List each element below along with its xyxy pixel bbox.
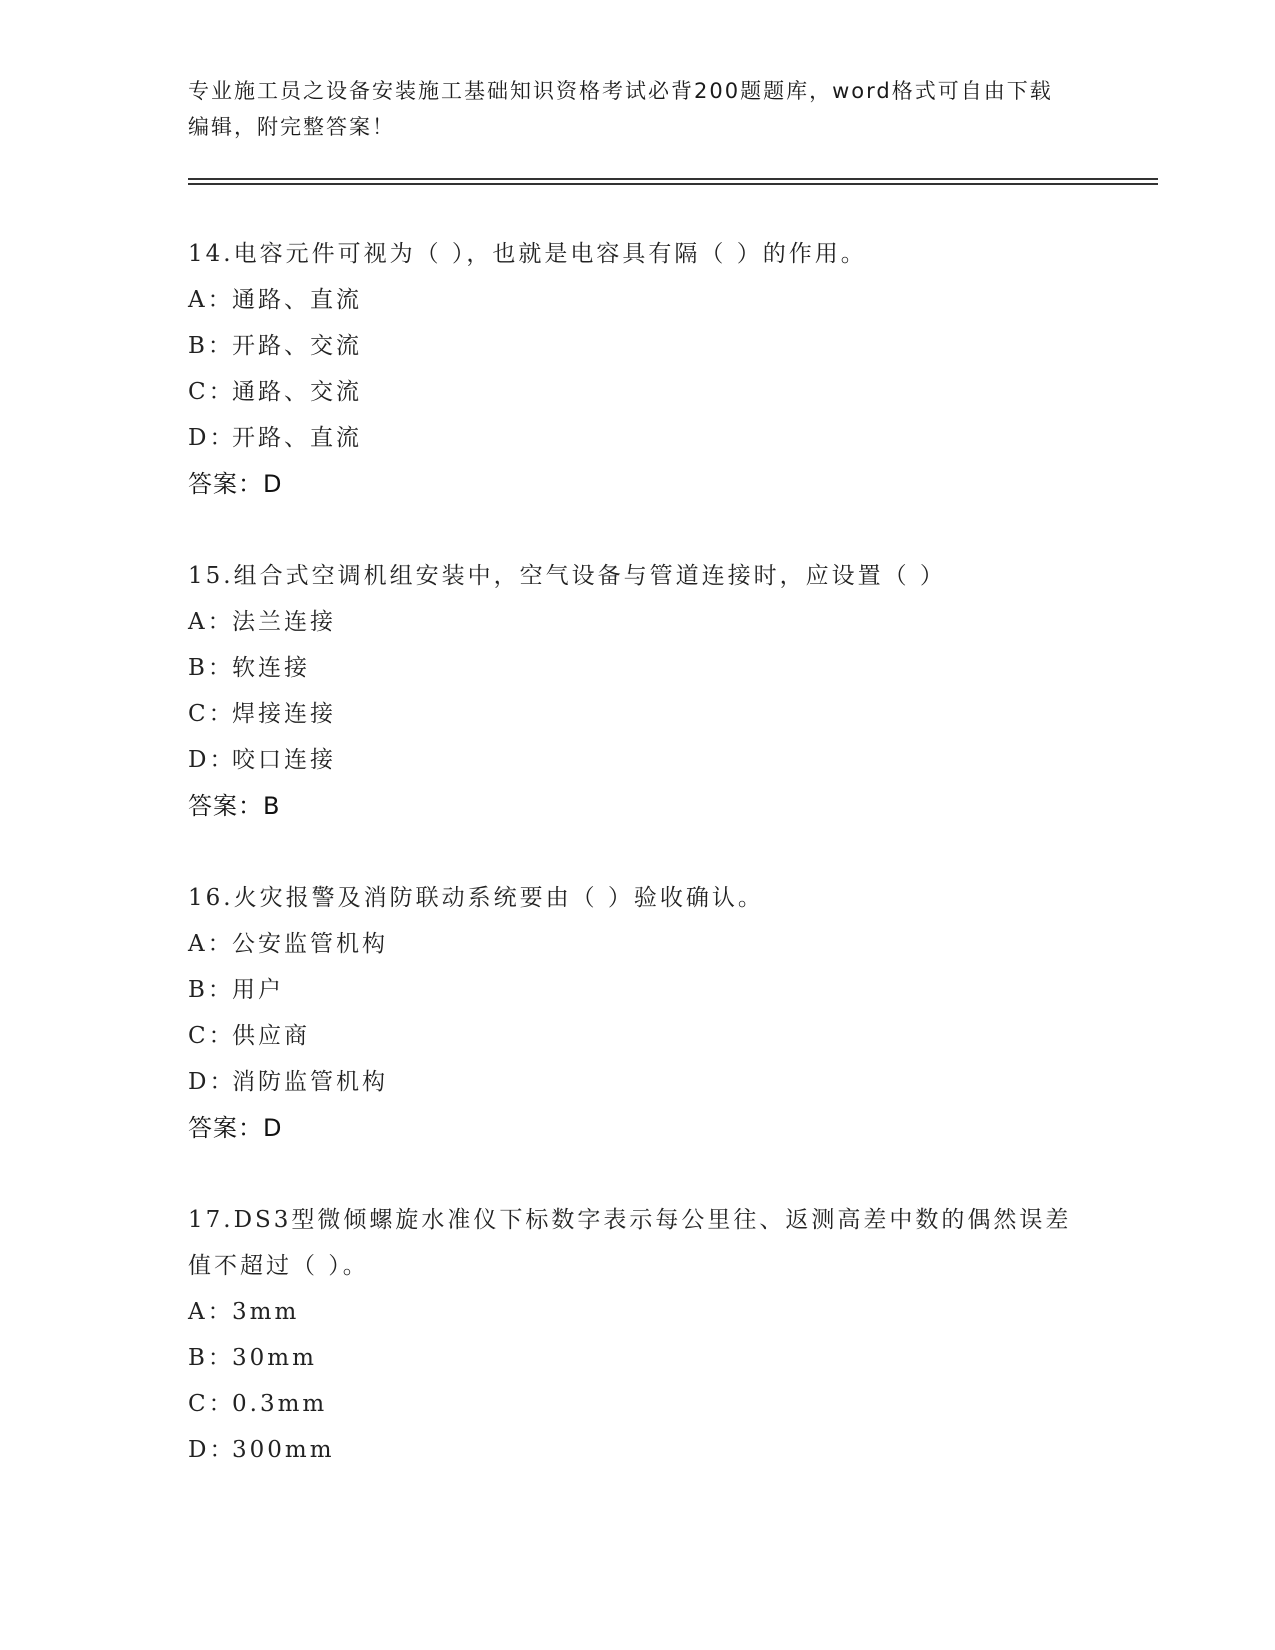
option-text: 开路、交流 (232, 333, 362, 359)
option-text: 法兰连接 (232, 609, 336, 635)
option-text: 开路、直流 (232, 425, 362, 451)
option-text: 用户 (232, 977, 284, 1003)
answer-line: 答案：B (188, 792, 281, 820)
option-b (188, 645, 1088, 691)
option-key: A： (188, 287, 234, 313)
option-text: 通路、交流 (232, 379, 362, 405)
answer-line: 答案：D (188, 470, 283, 498)
option-key: C： (188, 1023, 235, 1049)
option-d (188, 1059, 1088, 1105)
option-text: 公安监管机构 (232, 931, 388, 957)
option-text: 通路、直流 (232, 287, 362, 313)
option-text: 0.3mm (232, 1391, 328, 1417)
option-key: B： (188, 1345, 234, 1371)
option-b (188, 1335, 1088, 1381)
option-c (188, 1013, 1088, 1059)
option-b (188, 323, 1088, 369)
option-text: 软连接 (232, 655, 310, 681)
answer-line: 答案：D (188, 1114, 283, 1142)
option-a (188, 277, 1088, 323)
question-stem: 15.组合式空调机组安装中，空气设备与管道连接时，应设置（ ） (188, 563, 946, 589)
option-key: A： (188, 1299, 234, 1325)
question-stem: 14.电容元件可视为（ ），也就是电容具有隔（ ）的作用。 (188, 241, 867, 267)
question-17 (188, 1197, 1088, 1473)
option-key: D： (188, 1437, 236, 1463)
option-key: D： (188, 1069, 236, 1095)
option-text: 焊接连接 (232, 701, 336, 727)
document-header: 专业施工员之设备安装施工基础知识资格考试必背200题题库，word格式可自由下载编辑，附完整答案！ (188, 79, 1053, 139)
header-divider-top (188, 178, 1158, 180)
option-a (188, 599, 1088, 645)
option-c (188, 1381, 1088, 1427)
option-c (188, 691, 1088, 737)
question-stem: 17.DS3型微倾螺旋水准仪下标数字表示每公里往、返测高差中数的偶然误差值不超过（ ）。 (188, 1207, 1072, 1279)
option-text: 300mm (232, 1437, 335, 1463)
option-key: A： (188, 609, 234, 635)
option-key: B： (188, 333, 234, 359)
question-16 (188, 875, 1088, 1151)
question-stem: 16.火灾报警及消防联动系统要由（ ）验收确认。 (188, 885, 764, 911)
option-text: 消防监管机构 (232, 1069, 388, 1095)
option-b (188, 967, 1088, 1013)
question-14 (188, 231, 1088, 507)
header-divider-bottom (188, 183, 1158, 185)
option-key: C： (188, 379, 235, 405)
option-a (188, 1289, 1088, 1335)
option-d (188, 1427, 1088, 1473)
option-key: D： (188, 425, 236, 451)
option-text: 3mm (232, 1299, 300, 1325)
option-c (188, 369, 1088, 415)
option-d (188, 415, 1088, 461)
option-d (188, 737, 1088, 783)
option-text: 供应商 (232, 1023, 310, 1049)
option-text: 咬口连接 (232, 747, 336, 773)
option-key: B： (188, 977, 234, 1003)
option-a (188, 921, 1088, 967)
option-key: B： (188, 655, 234, 681)
option-text: 30mm (232, 1345, 317, 1371)
option-key: C： (188, 1391, 235, 1417)
option-key: C： (188, 701, 235, 727)
option-key: D： (188, 747, 236, 773)
question-list (188, 231, 1088, 1519)
option-key: A： (188, 931, 234, 957)
question-15 (188, 553, 1088, 829)
